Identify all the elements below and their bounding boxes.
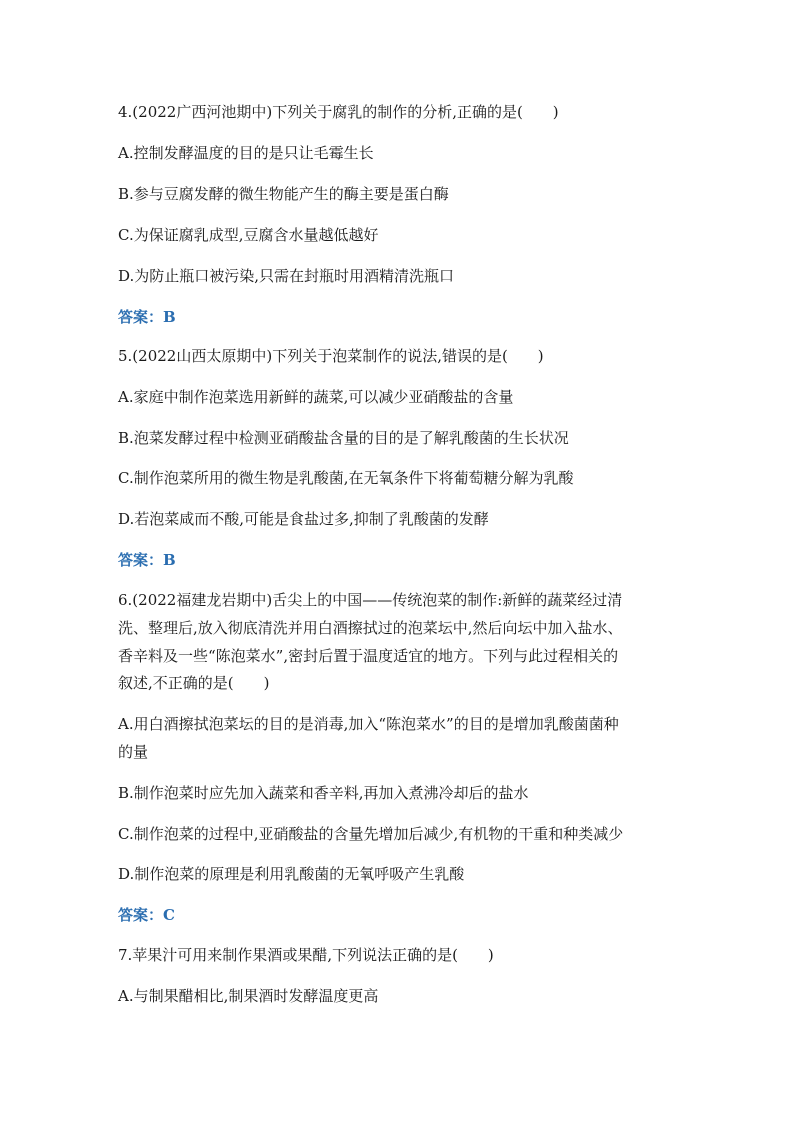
question-6-stem-line-2: 洗、整理后,放入彻底清洗并用白酒擦拭过的泡菜坛中,然后向坛中加入盐水、 [118, 619, 623, 637]
question-6-option-b: B.制作泡菜时应先加入蔬菜和香辛料,再加入煮沸冷却后的盐水 [118, 784, 529, 802]
question-5-option-a: A.家庭中制作泡菜选用新鲜的蔬菜,可以减少亚硝酸盐的含量 [118, 388, 514, 406]
question-6-stem-line-1: 6.(2022福建龙岩期中)舌尖上的中国——传统泡菜的制作:新鲜的蔬菜经过清 [118, 591, 623, 609]
question-4-stem: 4.(2022广西河池期中)下列关于腐乳的制作的分析,正确的是( ) [118, 103, 559, 121]
question-7-stem: 7.苹果汁可用来制作果酒或果醋,下列说法正确的是( ) [118, 946, 494, 964]
question-6-option-d: D.制作泡菜的原理是利用乳酸菌的无氧呼吸产生乳酸 [118, 865, 465, 883]
answer-value: B [163, 308, 176, 326]
answer-label: 答案： [118, 906, 164, 924]
question-5-answer [118, 550, 678, 570]
question-6-answer [118, 905, 678, 925]
question-5-option-c: C.制作泡菜所用的微生物是乳酸菌,在无氧条件下将葡萄糖分解为乳酸 [118, 469, 574, 487]
question-4-answer [118, 307, 678, 327]
question-5-option-d: D.若泡菜咸而不酸,可能是食盐过多,抑制了乳酸菌的发酵 [118, 510, 489, 528]
question-7-option-a: A.与制果醋相比,制果酒时发酵温度更高 [118, 987, 379, 1005]
answer-value: C [163, 906, 175, 924]
question-4-option-d: D.为防止瓶口被污染,只需在封瓶时用酒精清洗瓶口 [118, 267, 455, 285]
question-6-option-a-line-1: A.用白酒擦拭泡菜坛的目的是消毒,加入“陈泡菜水”的目的是增加乳酸菌菌种 [118, 715, 619, 733]
answer-label: 答案： [118, 551, 164, 569]
question-5-option-b: B.泡菜发酵过程中检测亚硝酸盐含量的目的是了解乳酸菌的生长状况 [118, 429, 569, 447]
question-4-option-c: C.为保证腐乳成型,豆腐含水量越低越好 [118, 226, 379, 244]
question-5-stem: 5.(2022山西太原期中)下列关于泡菜制作的说法,错误的是( ) [118, 347, 544, 365]
question-4-option-b: B.参与豆腐发酵的微生物能产生的酶主要是蛋白酶 [118, 185, 449, 203]
question-6-stem-line-4: 叙述,不正确的是( ) [118, 674, 270, 692]
question-6-option-a-line-2: 的量 [118, 743, 149, 761]
answer-value: B [163, 551, 176, 569]
question-6-stem-line-3: 香辛料及一些“陈泡菜水”,密封后置于温度适宜的地方。下列与此过程相关的 [118, 647, 619, 665]
question-4-option-a: A.控制发酵温度的目的是只让毛霉生长 [118, 144, 374, 162]
question-6-option-c: C.制作泡菜的过程中,亚硝酸盐的含量先增加后减少,有机物的干重和种类减少 [118, 825, 624, 843]
answer-label: 答案： [118, 308, 164, 326]
